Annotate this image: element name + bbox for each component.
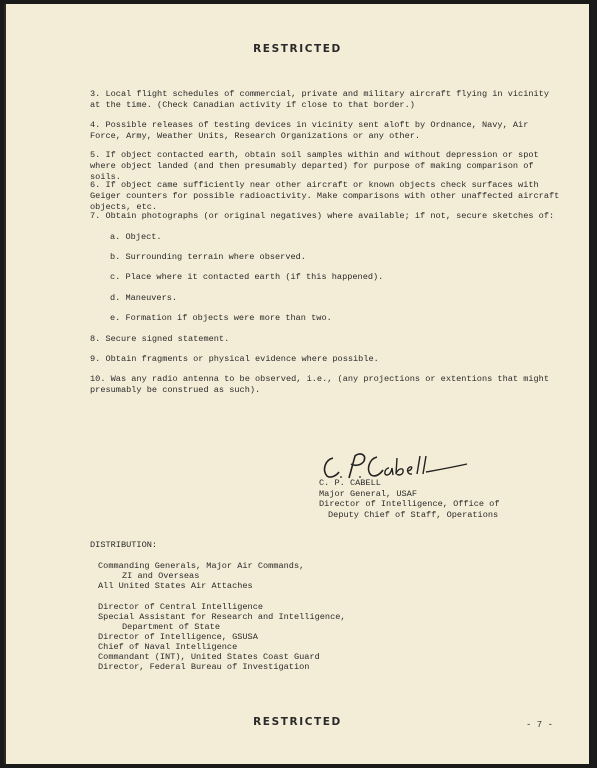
distribution-line: Director of Central Intelligence (98, 602, 264, 612)
handwritten-signature (319, 448, 469, 482)
item-9: 9. Obtain fragments or physical evidence where possible. (90, 354, 379, 364)
document-page (4, 4, 589, 764)
distribution-line: Commandant (INT), United States Coast Guard (98, 652, 320, 662)
distribution-group-1 (98, 561, 304, 591)
item-3: 3. Local flight schedules of commercial, private and military aircraft flying in vicinity at the time. (Check Canadian activity if close to that border.) (90, 89, 549, 110)
signatory-rank: Major General, USAF (319, 488, 417, 499)
distribution-line: Director of Intelligence, GSUSA (98, 632, 258, 642)
classification-footer: RESTRICTED (253, 716, 342, 728)
distribution-line: Director, Federal Bureau of Investigation (98, 662, 310, 672)
distribution-line: Department of State (122, 622, 220, 632)
distribution-line: Chief of Naval Intelligence (98, 642, 238, 652)
subitem-e: e. Formation if objects were more than two. (110, 313, 332, 323)
subitem-b: b. Surrounding terrain where observed. (110, 252, 306, 262)
item-4: 4. Possible releases of testing devices in vicinity sent aloft by Ordnance, Navy, Air Force, Army, Weather Units, Research Organizations or any other. (90, 120, 529, 141)
distribution-line: ZI and Overseas (122, 571, 200, 581)
signatory-title-line2: Deputy Chief of Staff, Operations (328, 509, 499, 520)
distribution-group-2 (98, 602, 346, 672)
subitem-d: d. Maneuvers. (110, 293, 178, 303)
signatory-name: C. P. CABELL (319, 478, 381, 488)
item-7: 7. Obtain photographs (or original negatives) where available; if not, secure sketches of: (90, 211, 555, 221)
item-10: 10. Was any radio antenna to be observed, i.e., (any projections or extentions that might presumably be construed as such). (90, 374, 549, 395)
page-number: - 7 - (526, 720, 554, 730)
classification-header: RESTRICTED (253, 43, 342, 55)
item-8: 8. Secure signed statement. (90, 334, 230, 344)
signature-block (319, 478, 500, 520)
signatory-title-line1: Director of Intelligence, Office of (319, 499, 500, 509)
subitem-a: a. Object. (110, 232, 162, 242)
item-5: 5. If object contacted earth, obtain soil samples within and without depression or spot where object landed (and then presumably departed) for purpose of making comparison of soils. (90, 150, 539, 182)
item-6: 6. If object came sufficiently near other aircraft or known objects check surfaces with Geiger counters for possible radioactivity. Make comparisons with other unaffected aircraft objects, etc. (90, 180, 560, 212)
distribution-line: Special Assistant for Research and Intelligence, (98, 612, 346, 622)
subitem-c: c. Place where it contacted earth (if this happened). (110, 272, 384, 282)
distribution-line: Commanding Generals, Major Air Commands, (98, 561, 305, 571)
distribution-line: All United States Air Attaches (98, 581, 253, 591)
distribution-heading: DISTRIBUTION: (90, 540, 158, 550)
